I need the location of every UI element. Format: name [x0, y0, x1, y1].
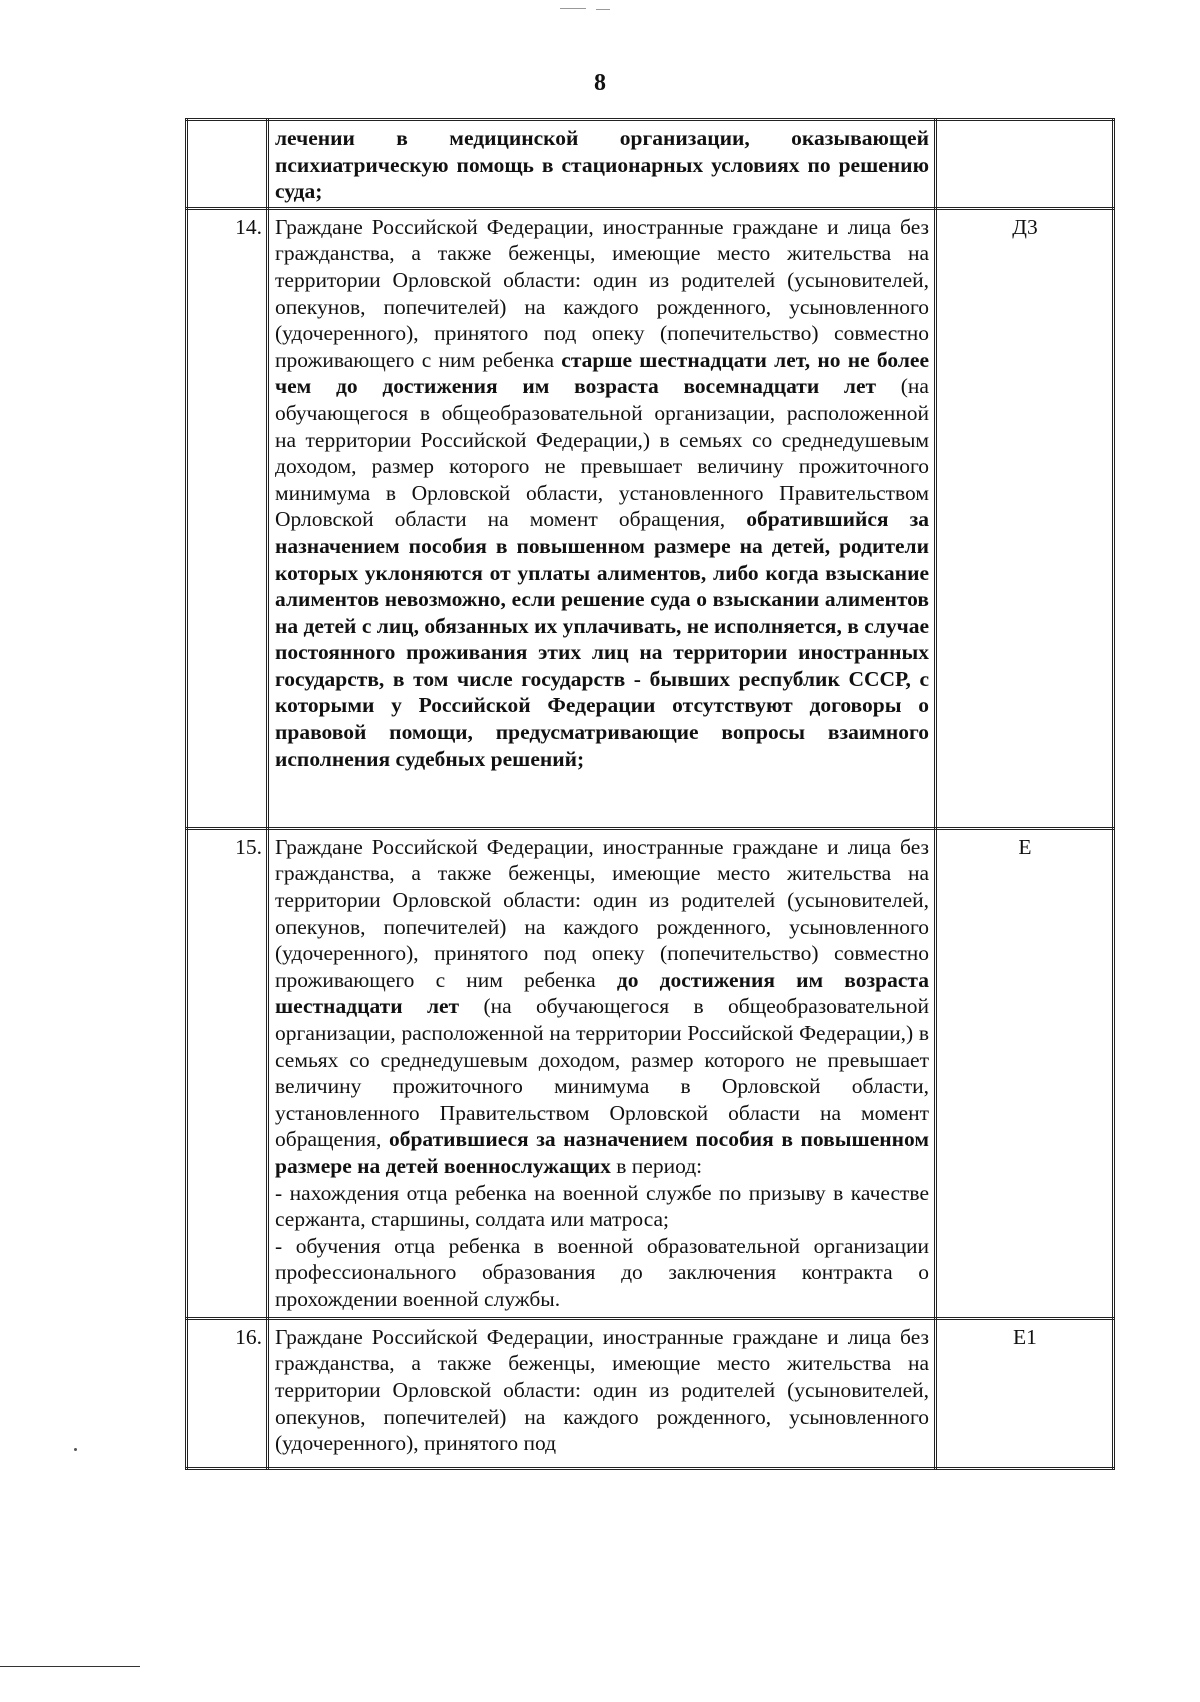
row-code: Е1	[936, 1318, 1114, 1468]
row-text	[268, 208, 936, 828]
row-text-content: Граждане Российской Федерации, иностранные граждане и лица без гражданства, а также беженцы, имеющие место жительства на территории Орловской области: один из родителей (усыновителей, опекунов, попечителей) на каждого рожденного, усыновленного (удочеренного), принятого под	[275, 1324, 929, 1456]
row-text	[268, 1318, 936, 1468]
row-text	[268, 120, 936, 209]
table-row	[187, 208, 1114, 828]
table-row	[187, 120, 1114, 209]
row-number: 14.	[187, 208, 268, 828]
row-text	[268, 828, 936, 1318]
table-row	[187, 1318, 1114, 1468]
row-code	[936, 120, 1114, 209]
scan-speck	[74, 1448, 77, 1451]
row-text-content: лечении в медицинской организации, оказывающей психиатрическую помощь в стационарных условиях по решению суда;	[275, 126, 929, 204]
scan-artifact	[560, 6, 630, 12]
row-text-content: Граждане Российской Федерации, иностранные граждане и лица без гражданства, а также беженцы, имеющие место жительства на территории Орловской области: один из родителей (усыновителей, опекунов, попечителей) на каждого рожденного, усыновленного (удочеренного), принятого под опеку (попечительство) совместно проживающего с ним ребенка до достижения им возраста шестнадцати лет (на обучающегося в общеобразовательной организации, расположенной на территории Российской Федерации,) в семьях со среднедушевым доходом, размер которого не превышает величину прожиточного минимума в Орловской области, установленного Правительством Орловской области на момент обращения, обратившиеся за назначением пособия в повышенном размере на детей военнослужащих в период: - нахождения отца ребенка на военной службе по призыву в качестве сержанта, старшины, солдата или матроса; - обучения отца ребенка в военной образовательной организации профессионального образования до заключения контракта о прохождении военной службы.	[275, 834, 929, 1311]
row-code: Е	[936, 828, 1114, 1318]
row-text-content: Граждане Российской Федерации, иностранные граждане и лица без гражданства, а также беженцы, имеющие место жительства на территории Орловской области: один из родителей (усыновителей, опекунов, попечителей) на каждого рожденного, усыновленного (удочеренного), принятого под опеку (попечительство) совместно проживающего с ним ребенка старше шестнадцати лет, но не более чем до достижения им возраста восемнадцати лет (на обучающегося в общеобразовательной организации, расположенной на территории Российской Федерации,) в семьях со среднедушевым доходом, размер которого не превышает величину прожиточного минимума в Орловской области, установленного Правительством Орловской области на момент обращения, обратившийся за назначением пособия в повышенном размере на детей, родители которых уклоняются от уплаты алиментов, либо когда взыскание алиментов невозможно, если решение суда о взыскании алиментов на детей с лиц, обязанных их уплачивать, не исполняется, в случае постоянного проживания этих лиц на территории иностранных государств, в том числе государств - бывших республик СССР, с которыми у Российской Федерации отсутствуют договоры о правовой помощи, предусматривающие вопросы взаимного исполнения судебных решений;	[275, 214, 929, 771]
bottom-rule	[0, 1666, 140, 1667]
row-number	[187, 120, 268, 209]
row-code: Д3	[936, 208, 1114, 828]
table-row	[187, 828, 1114, 1318]
row-number: 15.	[187, 828, 268, 1318]
row-number: 16.	[187, 1318, 268, 1468]
page-number: 8	[594, 70, 606, 96]
benefits-table	[185, 118, 1115, 1470]
